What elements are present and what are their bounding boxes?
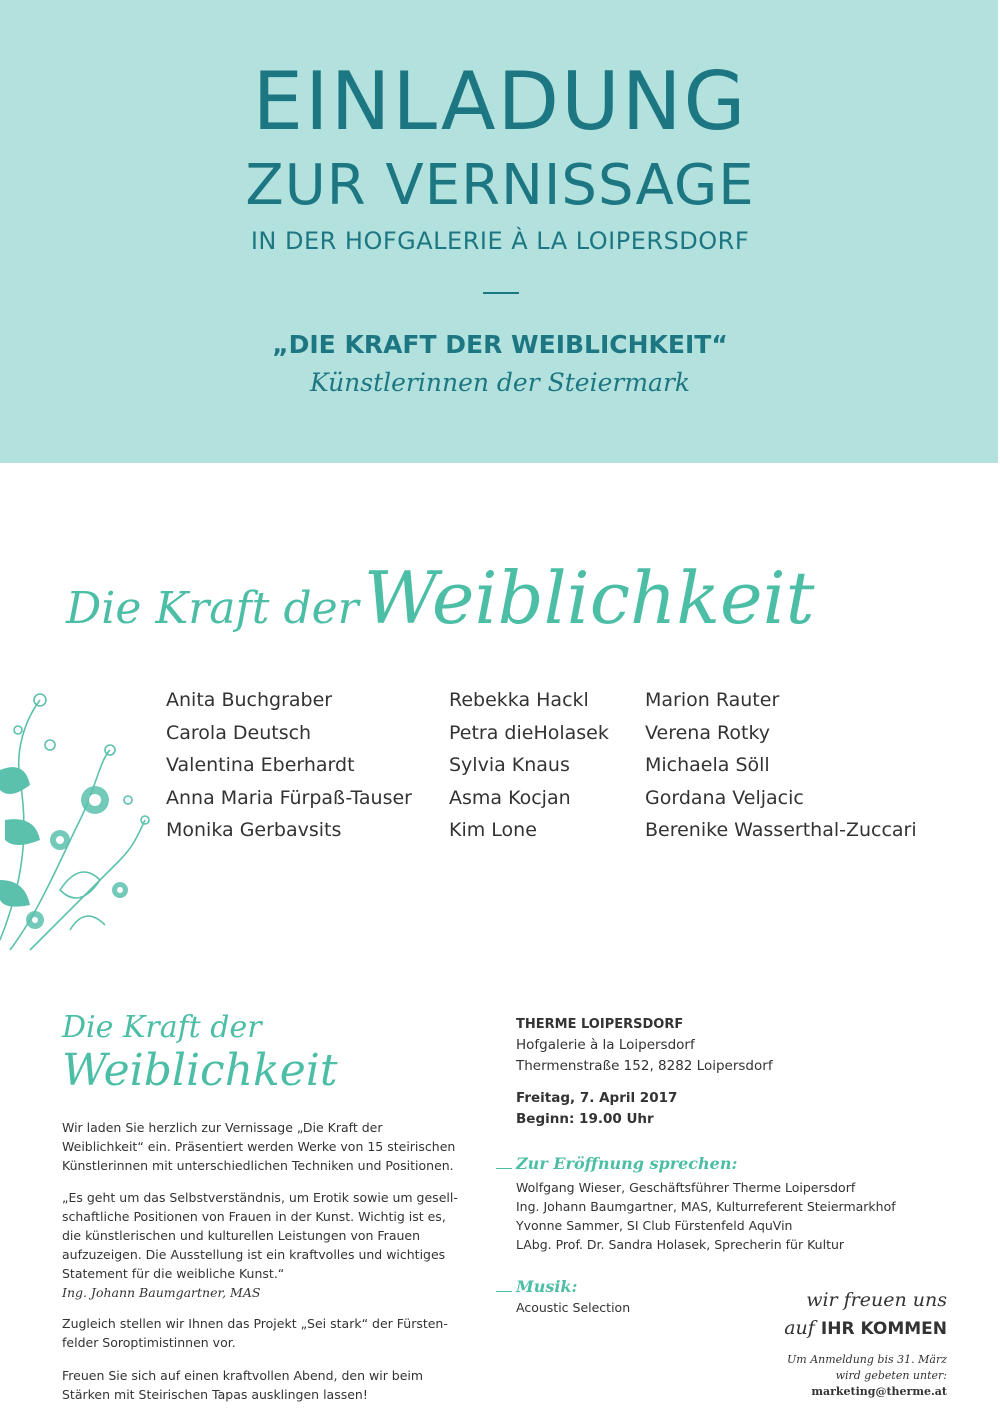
- opening-heading: Zur Eröffnung sprechen:: [496, 1154, 737, 1173]
- exhibition-title: „DIE KRAFT DER WEIBLICHKEIT“: [272, 330, 728, 359]
- closing-paragraph: Freuen Sie sich auf einen kraftvollen Abend, den wir beim Stärken mit Steirischen Tapas ausklingen lassen!: [62, 1368, 424, 1402]
- artist-name: Marion Rauter: [645, 689, 780, 711]
- event-date: Freitag, 7. April 2017: [516, 1090, 678, 1106]
- exhibition-subtitle: Künstlerinnen der Steiermark: [309, 368, 691, 397]
- artist-name: Sylvia Knaus: [449, 754, 570, 776]
- artist-name: Berenike Wasserthal-Zuccari: [645, 819, 917, 841]
- registration-email[interactable]: marketing@therme.at: [811, 1385, 947, 1398]
- quote-signature: Ing. Johann Baumgartner, MAS: [62, 1285, 261, 1300]
- artist-name: Asma Kocjan: [449, 786, 571, 809]
- location-line: IN DER HOFGALERIE À LA LOIPERSDORF: [250, 227, 750, 255]
- artist-name: Anna Maria Fürpaß-Tauser: [166, 786, 412, 809]
- floral-ornament-icon: [0, 690, 150, 952]
- registration-line1: Um Anmeldung bis 31. März: [787, 1353, 947, 1366]
- artist-list-col1: [166, 684, 412, 847]
- invitation-subtitle: ZUR VERNISSAGE: [245, 153, 755, 218]
- event-date-block: [516, 1088, 677, 1130]
- artist-name: Kim Lone: [449, 819, 537, 841]
- registration-note: [787, 1352, 947, 1400]
- speaker-item: Yvonne Sammer, SI Club Fürstenfeld AquVin: [516, 1218, 793, 1233]
- music-value: Acoustic Selection: [516, 1300, 631, 1315]
- venue-block: [516, 1014, 773, 1077]
- header-banner: [0, 0, 998, 463]
- body-title-line2: Weiblichkeit: [62, 1045, 338, 1096]
- feature-title: [66, 556, 815, 640]
- speaker-item: Wolfgang Wieser, Geschäftsführer Therme Loipersdorf: [516, 1180, 856, 1195]
- quote-paragraph: [62, 1188, 462, 1302]
- feature-title-part2: Weiblichkeit: [363, 556, 815, 640]
- venue-gallery: Hofgalerie à la Loipersdorf: [516, 1037, 695, 1053]
- speaker-item: Ing. Johann Baumgartner, MAS, Kulturreferent Steiermarkhof: [516, 1199, 896, 1214]
- welcome-message: [784, 1286, 947, 1343]
- artist-list-col2: [449, 684, 609, 847]
- artist-name: Verena Rotky: [645, 721, 771, 744]
- invitation-title: EINLADUNG: [252, 55, 748, 148]
- music-heading: Musik:: [496, 1277, 577, 1296]
- venue-address: Thermenstraße 152, 8282 Loipersdorf: [516, 1058, 773, 1074]
- divider: [483, 292, 519, 294]
- artist-name: Monika Gerbavsits: [166, 819, 342, 841]
- project-paragraph: Zugleich stellen wir Ihnen das Projekt „Sei stark“ der Fürsten-felder Soroptimistinnen vor.: [62, 1316, 448, 1350]
- artist-name: Michaela Söll: [645, 754, 770, 776]
- artist-name: Anita Buchgraber: [166, 689, 333, 711]
- feature-title-part1: Die Kraft der: [66, 583, 359, 634]
- artist-name: Rebekka Hackl: [449, 689, 589, 711]
- artist-name: Gordana Veljacic: [645, 786, 804, 809]
- quote-text: „Es geht um das Selbstverständnis, um Erotik sowie um gesell-schaftliche Positionen von Frauen in der Kunst. Wichtig ist es, die künstlerischen und kulturellen Leistungen von Frauen aufzuzeigen. Die Ausstellung ist ein kraftvolles und wichtiges Statement für die weibliche Kunst.“: [62, 1190, 458, 1281]
- venue-name: THERME LOIPERSDORF: [516, 1017, 684, 1032]
- body-title-line1: Die Kraft der: [62, 1010, 262, 1045]
- artist-list-col3: [645, 684, 917, 847]
- welcome-line1: wir freuen uns: [806, 1289, 947, 1311]
- registration-line2: wird gebeten unter:: [835, 1369, 947, 1382]
- artist-name: Valentina Eberhardt: [166, 754, 355, 776]
- intro-paragraph: Wir laden Sie herzlich zur Vernissage „Die Kraft der Weiblichkeit“ ein. Präsentiert werden Werke von 15 steirischen Künstlerinnen mit unterschiedlichen Techniken und Positionen.: [62, 1120, 456, 1173]
- welcome-line2: auf IHR KOMMEN: [784, 1317, 947, 1339]
- body-title: [62, 1010, 338, 1096]
- artist-name: Carola Deutsch: [166, 721, 312, 744]
- event-start: Beginn: 19.00 Uhr: [516, 1111, 654, 1127]
- speaker-list: [516, 1178, 896, 1254]
- speaker-item: LAbg. Prof. Dr. Sandra Holasek, Sprecherin für Kultur: [516, 1237, 845, 1252]
- artist-name: Petra dieHolasek: [449, 721, 609, 744]
